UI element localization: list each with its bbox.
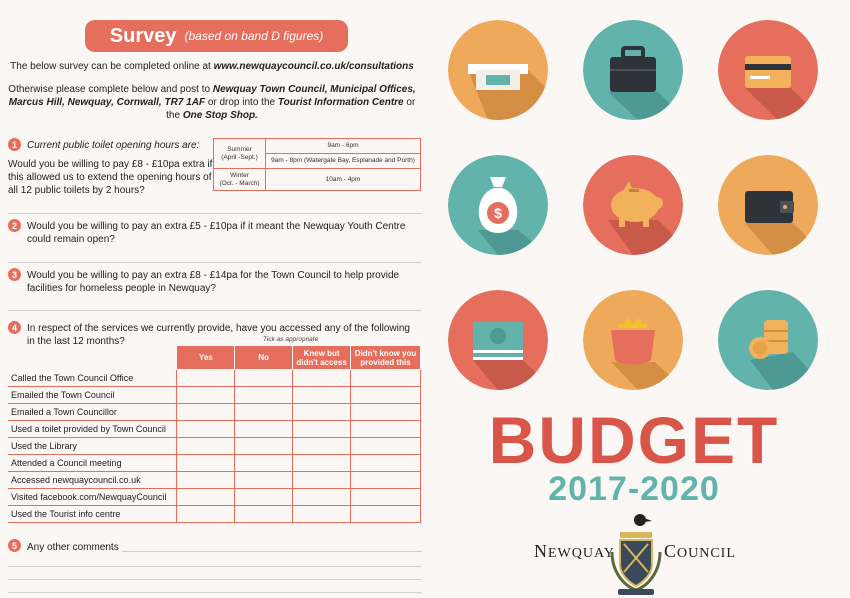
tick-note: Tick as appropriate (263, 336, 319, 343)
question-1-number: 1 (8, 138, 21, 151)
checkbox-knew[interactable] (293, 438, 351, 455)
checkbox-no[interactable] (235, 489, 293, 506)
column-header-knew: Knew but didn't access (293, 346, 351, 370)
checkbox-knew[interactable] (293, 472, 351, 489)
checkbox-didnt-know[interactable] (351, 455, 421, 472)
service-label: Visited facebook.com/NewquayCouncil (8, 489, 177, 506)
divider (8, 213, 422, 214)
piggy-bank-icon (583, 155, 683, 255)
question-3-number: 3 (8, 268, 21, 281)
service-label: Called the Town Council Office (8, 370, 177, 387)
checkbox-knew[interactable] (293, 455, 351, 472)
svg-text:$: $ (494, 205, 502, 221)
service-label: Emailed the Town Council (8, 387, 177, 404)
checkbox-no[interactable] (235, 455, 293, 472)
checkbox-didnt-know[interactable] (351, 370, 421, 387)
checkbox-yes[interactable] (177, 404, 235, 421)
budget-title: BUDGET (488, 403, 780, 477)
budget-years: 2017-2020 (548, 470, 720, 508)
column-header-no: No (235, 346, 293, 370)
question-5-number: 5 (8, 539, 21, 552)
summer-hours-extended: 9am - 8pm (Watergate Bay, Esplanade and Porth) (266, 154, 421, 169)
card-slot-cash-icon (448, 20, 548, 120)
checkbox-yes[interactable] (177, 421, 235, 438)
comment-line[interactable] (8, 592, 422, 593)
survey-header (85, 20, 348, 52)
survey-title: Survey (109, 24, 177, 47)
service-label: Used the Tourist info centre (8, 506, 177, 523)
divider (8, 310, 422, 311)
consultation-link[interactable]: www.newquaycouncil.co.uk/consultations (213, 61, 414, 72)
summer-hours: 9am - 6pm (266, 139, 421, 154)
winter-hours: 10am - 4pm (266, 169, 421, 191)
question-4-text: In respect of the services we currently provide, have you accessed any of the following in the last 12 months? (27, 323, 410, 347)
checkbox-knew[interactable] (293, 370, 351, 387)
checkbox-no[interactable] (235, 438, 293, 455)
checkbox-no[interactable] (235, 506, 293, 523)
table-row (8, 370, 421, 387)
table-row (8, 472, 421, 489)
checkbox-no[interactable] (235, 370, 293, 387)
service-label: Used the Library (8, 438, 177, 455)
council-name-right: COUNCIL (664, 541, 736, 561)
question-5-text: Any other comments (27, 542, 119, 553)
service-label: Accessed newquaycouncil.co.uk (8, 472, 177, 489)
checkbox-yes[interactable] (177, 472, 235, 489)
column-header-didnt-know: Didn't know you provided this (351, 346, 421, 370)
checkbox-yes[interactable] (177, 489, 235, 506)
question-4-number: 4 (8, 321, 21, 334)
opening-hours-table (213, 138, 421, 191)
winter-label: Winter (Oct. - March) (214, 169, 266, 191)
council-name-left: NEWQUAY (534, 541, 615, 561)
service-label: Attended a Council meeting (8, 455, 177, 472)
checkbox-knew[interactable] (293, 506, 351, 523)
banknote-stack-icon (448, 290, 548, 390)
comment-line[interactable] (122, 551, 422, 552)
checkbox-didnt-know[interactable] (351, 387, 421, 404)
checkbox-no[interactable] (235, 421, 293, 438)
question-2-number: 2 (8, 219, 21, 232)
services-table (8, 345, 421, 523)
table-row (8, 489, 421, 506)
council-name-left-rest: EWQUAY (548, 546, 615, 561)
checkbox-yes[interactable] (177, 387, 235, 404)
wallet-icon (718, 155, 818, 255)
checkbox-knew[interactable] (293, 387, 351, 404)
checkbox-yes[interactable] (177, 438, 235, 455)
checkbox-knew[interactable] (293, 489, 351, 506)
comment-line[interactable] (8, 566, 422, 567)
checkbox-didnt-know[interactable] (351, 438, 421, 455)
table-row (8, 506, 421, 523)
question-1-text: Would you be willing to pay £8 - £10pa extra if this allowed us to extend the opening hours of all 12 public toilets by 2 hours? (8, 159, 213, 196)
checkbox-yes[interactable] (177, 506, 235, 523)
intro-post: Otherwise please complete below and post to Newquay Town Council, Municipal Offices, Marcus Hill, Newquay, Cornwall, TR7 1AF or drop into the Tourist Information Centre or the One Stop Shop. (8, 84, 416, 121)
purse-icon (583, 290, 683, 390)
checkbox-didnt-know[interactable] (351, 506, 421, 523)
service-label: Used a toilet provided by Town Council (8, 421, 177, 438)
credit-card-icon (718, 20, 818, 120)
money-bag-icon (448, 155, 548, 255)
checkbox-didnt-know[interactable] (351, 472, 421, 489)
divider (8, 262, 422, 263)
council-name-right-rest: OUNCIL (677, 546, 736, 561)
table-row (8, 438, 421, 455)
table-row (8, 404, 421, 421)
table-row (8, 387, 421, 404)
checkbox-yes[interactable] (177, 455, 235, 472)
checkbox-didnt-know[interactable] (351, 489, 421, 506)
briefcase-icon (583, 20, 683, 120)
checkbox-knew[interactable] (293, 421, 351, 438)
column-header-yes: Yes (177, 346, 235, 370)
service-label: Emailed a Town Councillor (8, 404, 177, 421)
checkbox-knew[interactable] (293, 404, 351, 421)
table-row (8, 455, 421, 472)
council-crest-icon (610, 512, 662, 598)
checkbox-no[interactable] (235, 404, 293, 421)
comment-line[interactable] (8, 579, 422, 580)
checkbox-yes[interactable] (177, 370, 235, 387)
table-corner (8, 346, 177, 370)
checkbox-no[interactable] (235, 472, 293, 489)
checkbox-didnt-know[interactable] (351, 421, 421, 438)
checkbox-didnt-know[interactable] (351, 404, 421, 421)
table-row (8, 421, 421, 438)
coins-icon (718, 290, 818, 390)
checkbox-no[interactable] (235, 387, 293, 404)
question-3-text: Would you be willing to pay an extra £8 - £14pa for the Town Council to help provide facilities for homeless people in Newquay? (27, 270, 400, 294)
question-1-lead: Current public toilet opening hours are: (27, 140, 200, 151)
intro-online: The below survey can be completed online at www.newquaycouncil.co.uk/consultations (10, 61, 414, 72)
summer-label: Summer (April -Sept.) (214, 139, 266, 169)
question-2-text: Would you be willing to pay an extra £5 - £10pa if it meant the Newquay Youth Centre could remain open? (27, 221, 406, 245)
survey-subtitle: (based on band D figures) (184, 29, 324, 43)
